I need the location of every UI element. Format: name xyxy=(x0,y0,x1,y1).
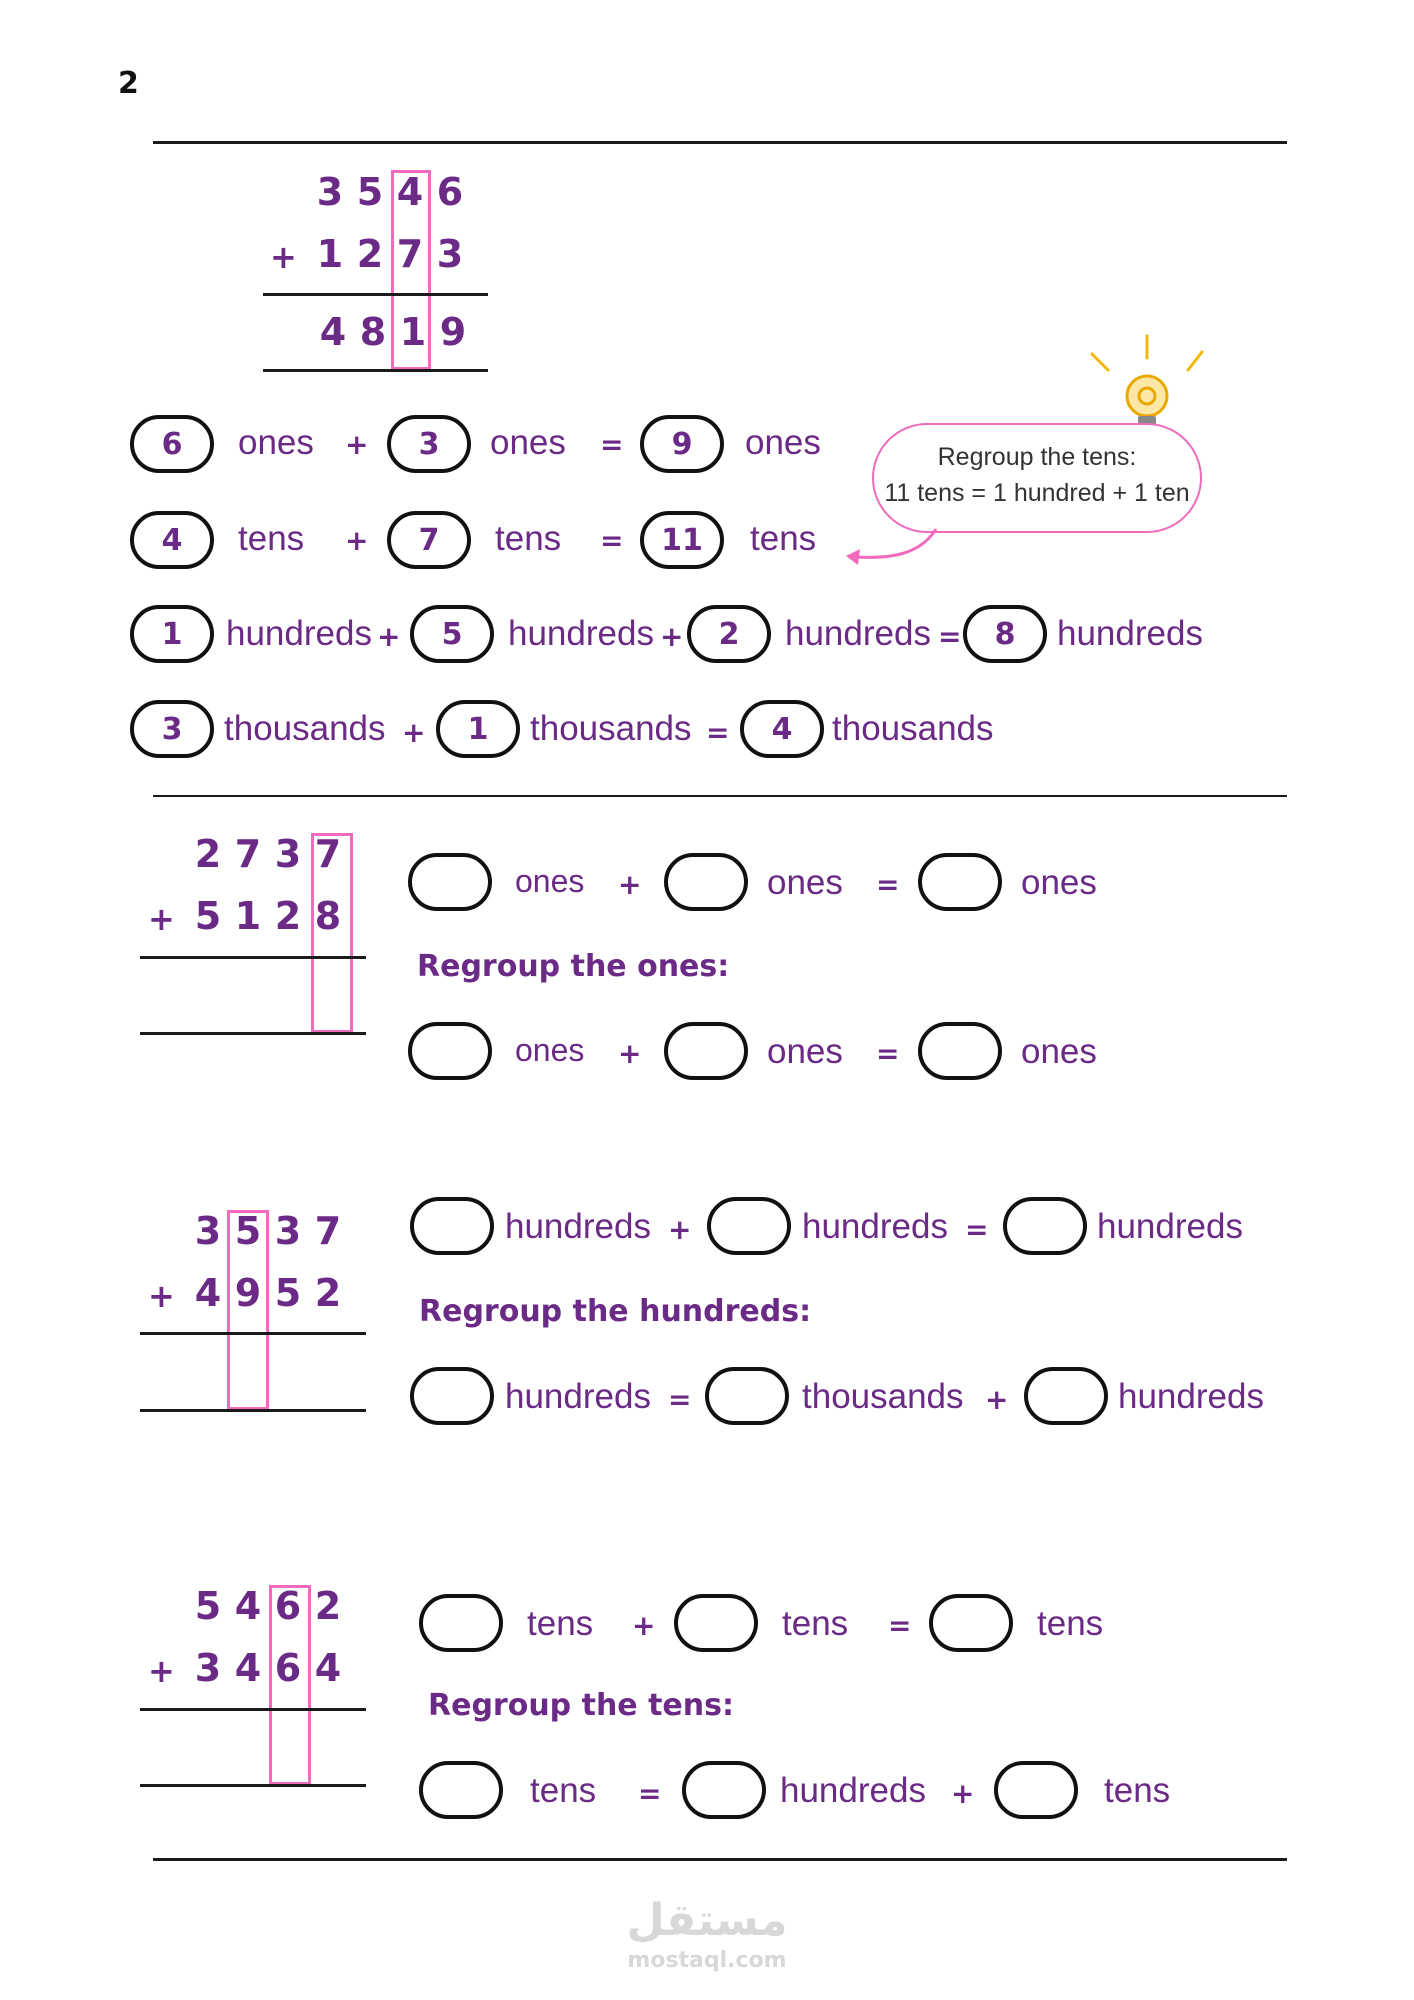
equals-operator: = xyxy=(938,620,962,653)
answer-pill[interactable] xyxy=(929,1594,1013,1652)
digit: 6 xyxy=(274,1646,302,1690)
answer-pill: 4 xyxy=(130,511,214,569)
digit: 5 xyxy=(234,1209,262,1253)
answer-pill[interactable] xyxy=(707,1197,791,1255)
plus-sign: + xyxy=(148,900,175,938)
answer-pill[interactable] xyxy=(1024,1367,1108,1425)
digit: 4 xyxy=(396,170,424,214)
digit: 6 xyxy=(436,170,464,214)
digit: 4 xyxy=(319,310,347,354)
unit-label: ones xyxy=(767,863,843,902)
answer-pill[interactable] xyxy=(674,1594,758,1652)
digit: 5 xyxy=(194,1584,222,1628)
answer-pill: 1 xyxy=(130,605,214,663)
addend-top xyxy=(188,1584,348,1628)
answer-pill[interactable] xyxy=(918,1022,1002,1080)
equals-operator: = xyxy=(965,1213,989,1246)
unit-label: hundreds xyxy=(226,614,372,653)
answer-pill[interactable] xyxy=(419,1761,503,1819)
addend-bottom xyxy=(310,232,470,276)
answer-pill: 11 xyxy=(640,511,724,569)
digit: 4 xyxy=(194,1271,222,1315)
digit: 7 xyxy=(396,232,424,276)
digit: 1 xyxy=(399,310,427,354)
sum xyxy=(313,310,473,354)
callout-line-1: Regroup the tens: xyxy=(937,443,1137,471)
unit-label: ones xyxy=(767,1032,843,1071)
callout-arrow-icon xyxy=(840,525,950,575)
digit: 2 xyxy=(356,232,384,276)
unit-label: tens xyxy=(750,519,817,558)
addend-bottom xyxy=(188,1646,348,1690)
equals-operator: = xyxy=(876,868,900,901)
unit-label: hundreds xyxy=(1118,1377,1264,1416)
plus-operator: + xyxy=(618,1037,642,1070)
equals-operator: = xyxy=(600,524,624,557)
digit: 2 xyxy=(274,894,302,938)
equals-operator: = xyxy=(706,716,730,749)
answer-line xyxy=(140,1409,366,1412)
unit-label: tens xyxy=(527,1604,594,1643)
unit-label: ones xyxy=(238,423,314,462)
answer-pill[interactable] xyxy=(994,1761,1078,1819)
plus-sign: + xyxy=(148,1652,175,1690)
regroup-heading: Regroup the ones: xyxy=(417,949,730,984)
answer-pill: 4 xyxy=(740,700,824,758)
digit: 3 xyxy=(194,1646,222,1690)
unit-label: tens xyxy=(782,1604,849,1643)
answer-pill[interactable] xyxy=(410,1197,494,1255)
sum-line xyxy=(140,1332,366,1335)
answer-pill[interactable] xyxy=(408,1022,492,1080)
digit: 3 xyxy=(194,1209,222,1253)
addend-bottom xyxy=(188,894,348,938)
section-divider xyxy=(153,795,1287,797)
page-number: 2 xyxy=(118,66,139,101)
sum-line xyxy=(140,956,366,959)
unit-label: tens xyxy=(530,1771,597,1810)
unit-label: hundreds xyxy=(508,614,654,653)
unit-label: hundreds xyxy=(785,614,931,653)
digit: 4 xyxy=(234,1584,262,1628)
callout-line-2: 11 tens = 1 hundred + 1 ten xyxy=(884,479,1190,507)
digit: 1 xyxy=(316,232,344,276)
unit-label: hundreds xyxy=(505,1377,651,1416)
answer-pill: 3 xyxy=(130,700,214,758)
answer-pill: 2 xyxy=(687,605,771,663)
digit: 6 xyxy=(274,1584,302,1628)
digit: 8 xyxy=(359,310,387,354)
digit: 7 xyxy=(314,1209,342,1253)
plus-operator: + xyxy=(402,716,426,749)
answer-line xyxy=(140,1784,366,1787)
unit-label: hundreds xyxy=(505,1207,651,1246)
unit-label: thousands xyxy=(530,709,692,748)
sum-line xyxy=(140,1708,366,1711)
top-divider xyxy=(153,141,1287,144)
unit-label: thousands xyxy=(802,1377,964,1416)
answer-line xyxy=(263,369,488,372)
digit: 8 xyxy=(314,894,342,938)
digit: 3 xyxy=(436,232,464,276)
answer-pill[interactable] xyxy=(918,853,1002,911)
answer-pill[interactable] xyxy=(1003,1197,1087,1255)
plus-operator: + xyxy=(951,1777,975,1810)
unit-label: tens xyxy=(1104,1771,1171,1810)
answer-pill: 9 xyxy=(640,415,724,473)
plus-operator: + xyxy=(618,868,642,901)
unit-label: hundreds xyxy=(780,1771,926,1810)
equals-operator: = xyxy=(600,428,624,461)
answer-pill: 8 xyxy=(963,605,1047,663)
equals-operator: = xyxy=(888,1609,912,1642)
digit: 7 xyxy=(314,832,342,876)
answer-pill: 7 xyxy=(387,511,471,569)
digit: 3 xyxy=(274,1209,302,1253)
unit-label: ones xyxy=(515,1032,585,1068)
unit-label: thousands xyxy=(832,709,994,748)
addend-top xyxy=(188,832,348,876)
regroup-heading: Regroup the hundreds: xyxy=(419,1294,812,1329)
answer-pill: 1 xyxy=(436,700,520,758)
digit: 5 xyxy=(274,1271,302,1315)
answer-pill[interactable] xyxy=(419,1594,503,1652)
unit-label: tens xyxy=(238,519,305,558)
answer-pill[interactable] xyxy=(664,853,748,911)
answer-pill: 3 xyxy=(387,415,471,473)
answer-pill: 5 xyxy=(410,605,494,663)
digit: 9 xyxy=(439,310,467,354)
watermark-logo: مستقل xyxy=(626,1895,788,1946)
answer-pill[interactable] xyxy=(664,1022,748,1080)
unit-label: ones xyxy=(1021,1032,1097,1071)
plus-operator: + xyxy=(660,620,684,653)
answer-pill: 6 xyxy=(130,415,214,473)
answer-pill[interactable] xyxy=(682,1761,766,1819)
unit-label: hundreds xyxy=(1097,1207,1243,1246)
plus-operator: + xyxy=(345,428,369,461)
answer-pill[interactable] xyxy=(410,1367,494,1425)
plus-operator: + xyxy=(668,1213,692,1246)
digit: 5 xyxy=(194,894,222,938)
digit: 7 xyxy=(234,832,262,876)
digit: 5 xyxy=(356,170,384,214)
regroup-callout xyxy=(872,423,1202,533)
digit: 2 xyxy=(314,1584,342,1628)
digit: 3 xyxy=(316,170,344,214)
unit-label: thousands xyxy=(224,709,386,748)
unit-label: ones xyxy=(490,423,566,462)
unit-label: tens xyxy=(1037,1604,1104,1643)
equals-operator: = xyxy=(638,1777,662,1810)
answer-line xyxy=(140,1032,366,1035)
watermark-url: mostaql.com xyxy=(627,1948,787,1973)
answer-pill[interactable] xyxy=(705,1367,789,1425)
unit-label: hundreds xyxy=(802,1207,948,1246)
plus-operator: + xyxy=(985,1383,1009,1416)
unit-label: ones xyxy=(1021,863,1097,902)
unit-label: ones xyxy=(745,423,821,462)
unit-label: tens xyxy=(495,519,562,558)
unit-label: ones xyxy=(515,863,585,899)
plus-operator: + xyxy=(632,1609,656,1642)
plus-operator: + xyxy=(377,620,401,653)
plus-operator: + xyxy=(345,524,369,557)
digit: 9 xyxy=(234,1271,262,1315)
digit: 4 xyxy=(234,1646,262,1690)
plus-sign: + xyxy=(270,238,297,276)
bottom-divider xyxy=(153,1858,1287,1861)
answer-pill[interactable] xyxy=(408,853,492,911)
digit: 2 xyxy=(194,832,222,876)
regroup-heading: Regroup the tens: xyxy=(428,1688,734,1723)
equals-operator: = xyxy=(668,1383,692,1416)
unit-label: hundreds xyxy=(1057,614,1203,653)
digit: 1 xyxy=(234,894,262,938)
digit: 4 xyxy=(314,1646,342,1690)
equals-operator: = xyxy=(876,1037,900,1070)
addend-bottom xyxy=(188,1271,348,1315)
addend-top xyxy=(188,1209,348,1253)
digit: 2 xyxy=(314,1271,342,1315)
sum-line xyxy=(263,293,488,296)
addend-top xyxy=(310,170,470,214)
digit: 3 xyxy=(274,832,302,876)
plus-sign: + xyxy=(148,1277,175,1315)
